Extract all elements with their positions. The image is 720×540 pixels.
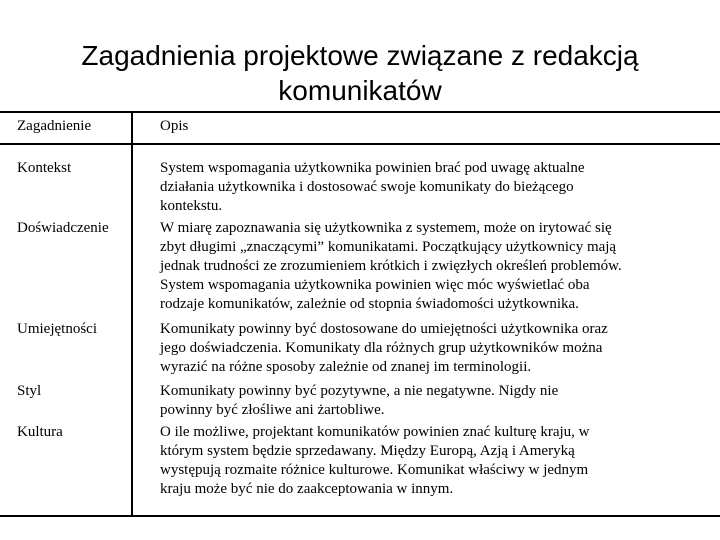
row-description-kontekst bbox=[160, 159, 710, 216]
description-line: Komunikaty powinny być pozytywne, a nie negatywne. Nigdy nie bbox=[160, 383, 559, 399]
header-description: Opis bbox=[160, 118, 189, 134]
description-line: Komunikaty powinny być dostosowane do umiejętności użytkownika oraz bbox=[160, 321, 608, 337]
row-description-umiejetnosci bbox=[160, 320, 710, 377]
description-line: powinny być złośliwe ani żartobliwe. bbox=[160, 402, 385, 418]
row-name-doswiadczenie: Doświadczenie bbox=[17, 220, 109, 236]
table-bottom-border bbox=[0, 515, 720, 517]
slide-title bbox=[0, 38, 720, 108]
description-line: zbyt długimi „znaczącymi” komunikatami. Początkujący użytkownicy mają bbox=[160, 239, 617, 255]
description-line: występują rozmaite różnice kulturowe. Komunikat właściwy w jednym bbox=[160, 462, 589, 478]
description-line: działania użytkownika i dostosować swoje komunikaty do bieżącego bbox=[160, 179, 574, 195]
description-line: rodzaje komunikatów, zależnie od stopnia świadomości użytkownika. bbox=[160, 296, 579, 312]
slide-title-line-1: Zagadnienia projektowe związane z redakcją bbox=[81, 40, 639, 71]
table-column-divider bbox=[131, 113, 133, 515]
row-name-umiejetnosci: Umiejętności bbox=[17, 321, 97, 337]
slide-title-line-2: komunikatów bbox=[278, 75, 442, 106]
header-topic: Zagadnienie bbox=[17, 118, 92, 134]
description-line: kontekstu. bbox=[160, 198, 223, 214]
description-line: którym system będzie sprzedawany. Między Europą, Azją i Ameryką bbox=[160, 443, 575, 459]
description-line: System wspomagania użytkownika powinien więc móc wyświetlać oba bbox=[160, 277, 590, 293]
description-line: W miarę zapoznawania się użytkownika z systemem, może on irytować się bbox=[160, 220, 612, 236]
row-name-styl: Styl bbox=[17, 383, 42, 399]
row-description-doswiadczenie bbox=[160, 219, 710, 314]
table-header-border bbox=[0, 143, 720, 145]
row-description-styl bbox=[160, 382, 710, 420]
description-line: jednak trudności ze zrozumieniem krótkich i zwięzłych określeń problemów. bbox=[160, 258, 622, 274]
description-line: jego doświadczenia. Komunikaty dla różnych grup użytkowników można bbox=[160, 340, 603, 356]
row-description-kultura bbox=[160, 423, 710, 499]
description-line: O ile możliwe, projektant komunikatów powinien znać kulturę kraju, w bbox=[160, 424, 590, 440]
description-line: kraju może być nie do zaakceptowania w innym. bbox=[160, 481, 454, 497]
row-name-kultura: Kultura bbox=[17, 424, 63, 440]
row-name-kontekst: Kontekst bbox=[17, 160, 72, 176]
table-top-border bbox=[0, 111, 720, 113]
description-line: System wspomagania użytkownika powinien brać pod uwagę aktualne bbox=[160, 160, 585, 176]
description-line: wyrazić na różne sposoby zależnie od znanej im terminologii. bbox=[160, 359, 532, 375]
